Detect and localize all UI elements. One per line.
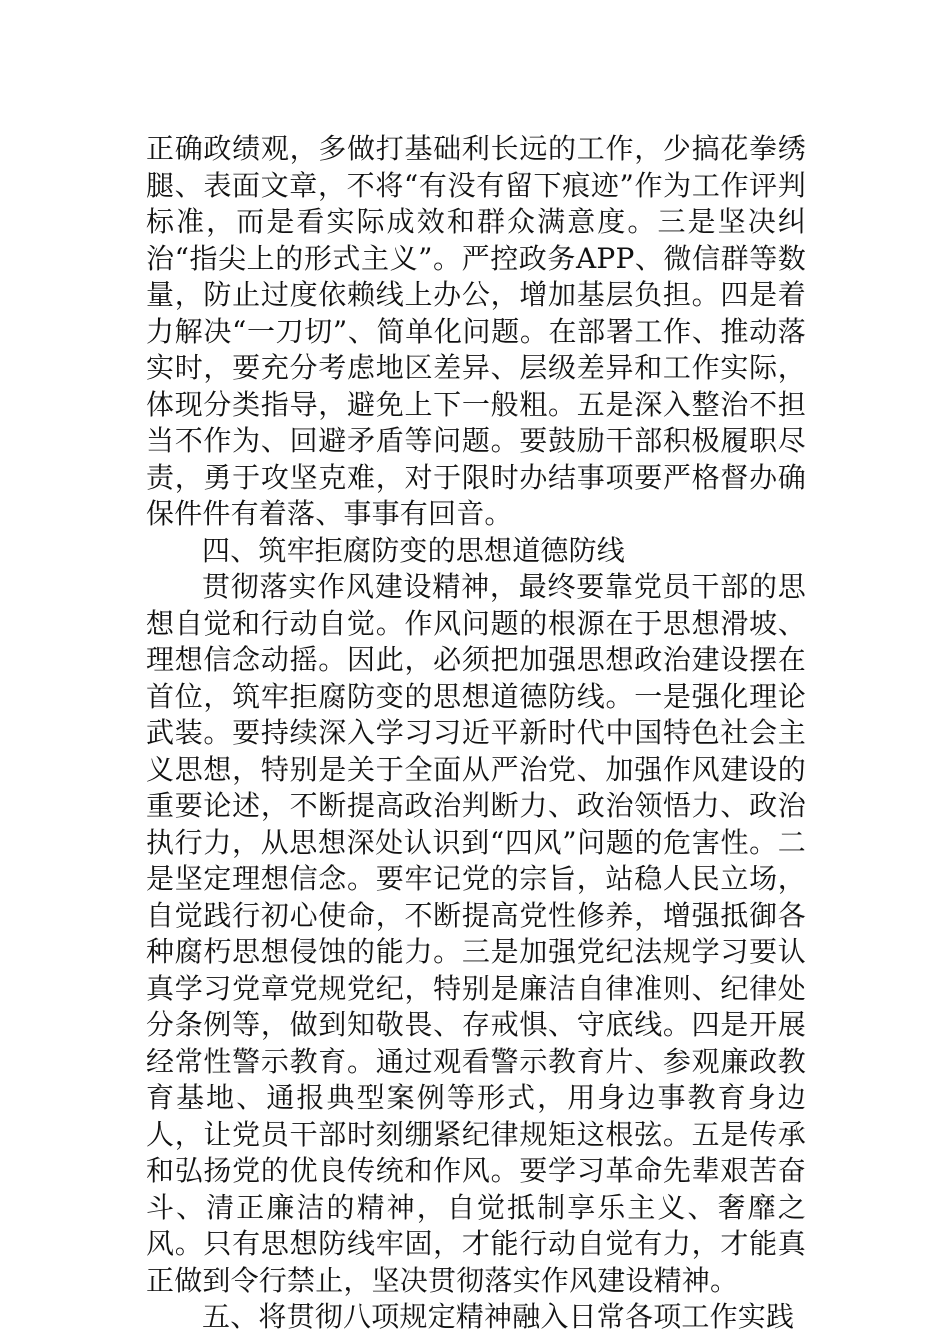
paragraph-continued: 正确政绩观，多做打基础利长远的工作，少搞花拳绣腿、表面文章，不将“有没有留下痕迹”作为工作评判标准，而是看实际成效和群众满意度。三是坚决纠治“指尖上的形式主义”。严控政务APP、微信群等数量，防止过度依赖线上办公，增加基层负担。四是着力解决“一刀切”、简单化问题。在部署工作、推动落实时，要充分考虑地区差异、层级差异和工作实际，体现分类指导，避免上下一般粗。五是深入整治不担当不作为、回避矛盾等问题。要鼓励干部积极履职尽责，勇于攻坚克难，对于限时办结事项要严格督办确保件件有着落、事事有回音。 (146, 132, 806, 530)
section-heading-4: 四、筑牢拒腐防变的思想道德防线 (202, 533, 626, 567)
paragraph-section-4: 贯彻落实作风建设精神，最终要靠党员干部的思想自觉和行动自觉。作风问题的根源在于思想滑坡、理想信念动摇。因此，必须把加强思想政治建设摆在首位，筑牢拒腐防变的思想道德防线。一是强化理论武装。要持续深入学习习近平新时代中国特色社会主义思想，特别是关于全面从严治党、加强作风建设的重要论述，不断提高政治判断力、政治领悟力、政治执行力，从思想深处认识到“四风”问题的危害性。二是坚定理想信念。要牢记党的宗旨，站稳人民立场，自觉践行初心使命，不断提高党性修养，增强抵御各种腐朽思想侵蚀的能力。三是加强党纪法规学习要认真学习党章党规党纪，特别是廉洁自律准则、纪律处分条例等，做到知敬畏、存戒惧、守底线。四是开展经常性警示教育。通过观看警示教育片、参观廉政教育基地、通报典型案例等形式，用身边事教育身边人，让党员干部时刻绷紧纪律规矩这根弦。五是传承和弘扬党的优良传统和作风。要学习革命先辈艰苦奋斗、清正廉洁的精神，自觉抵制享乐主义、奢靡之风。只有思想防线牢固，才能行动自觉有力，才能真正做到令行禁止，坚决贯彻落实作风建设精神。 (146, 570, 806, 1297)
section-heading-5: 五、将贯彻八项规定精神融入日常各项工作实践 (202, 1300, 795, 1333)
document-body (146, 131, 806, 1336)
